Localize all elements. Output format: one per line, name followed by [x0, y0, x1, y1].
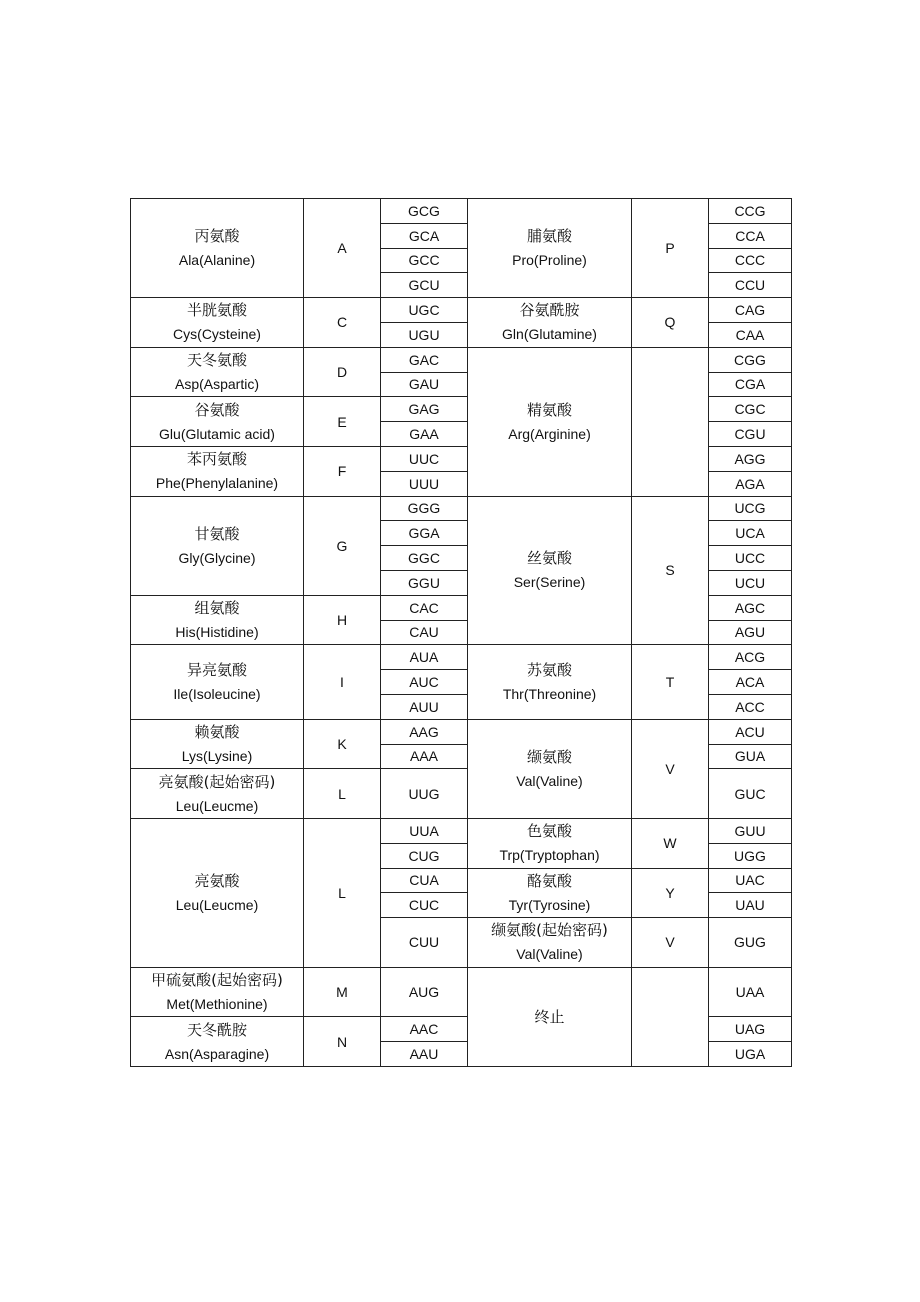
amino-acid-name: 苯丙氨酸 Phe(Phenylalanine): [131, 446, 304, 496]
codon-cell: GAG: [381, 397, 468, 422]
codon-cell: AUA: [381, 645, 468, 670]
amino-acid-letter: V: [632, 719, 709, 818]
codon-cell: AAU: [381, 1042, 468, 1067]
codon-cell: CAG: [709, 298, 792, 323]
codon-cell: CCG: [709, 199, 792, 224]
codon-cell: AAA: [381, 744, 468, 769]
amino-acid-name: 亮氨酸(起始密码) Leu(Leucme): [131, 769, 304, 819]
amino-acid-name: 半胱氨酸 Cys(Cysteine): [131, 298, 304, 348]
codon-cell: GAU: [381, 372, 468, 397]
amino-acid-name: 异亮氨酸 Ile(Isoleucine): [131, 645, 304, 719]
codon-cell: CCC: [709, 248, 792, 273]
codon-cell: CAA: [709, 322, 792, 347]
amino-acid-letter: N: [304, 1017, 381, 1067]
amino-acid-letter: Y: [632, 868, 709, 918]
codon-cell: AAG: [381, 719, 468, 744]
stop-label: 终止: [468, 967, 632, 1066]
codon-cell: GGC: [381, 546, 468, 571]
codon-cell: GAC: [381, 347, 468, 372]
amino-acid-name: 色氨酸 Trp(Tryptophan): [468, 818, 632, 868]
table-row: [131, 967, 792, 992]
codon-cell: UCG: [709, 496, 792, 521]
amino-acid-name: 精氨酸 Arg(Arginine): [468, 347, 632, 496]
codon-cell: CGG: [709, 347, 792, 372]
codon-cell: CGU: [709, 422, 792, 447]
codon-cell: GCC: [381, 248, 468, 273]
amino-acid-name: 甲硫氨酸(起始密码) Met(Methionine): [131, 967, 304, 1017]
amino-acid-letter: S: [632, 496, 709, 645]
codon-cell: UUC: [381, 446, 468, 471]
codon-cell: UGG: [709, 843, 792, 868]
amino-acid-letter: C: [304, 298, 381, 348]
codon-cell: GCA: [381, 223, 468, 248]
codon-cell: UUU: [381, 471, 468, 496]
amino-acid-letter: V: [632, 918, 709, 968]
codon-cell: GUC: [709, 769, 792, 819]
amino-acid-letter: L: [304, 769, 381, 819]
amino-acid-name: 缬氨酸(起始密码) Val(Valine): [468, 918, 632, 968]
amino-acid-letter: [632, 347, 709, 496]
codon-cell: CCA: [709, 223, 792, 248]
codon-cell: AGC: [709, 595, 792, 620]
amino-acid-name: 天冬酰胺 Asn(Asparagine): [131, 1017, 304, 1067]
amino-acid-letter: L: [304, 818, 381, 967]
amino-acid-letter: W: [632, 818, 709, 868]
amino-acid-letter: M: [304, 967, 381, 1017]
codon-cell: GCG: [381, 199, 468, 224]
amino-acid-name: 天冬氨酸 Asp(Aspartic): [131, 347, 304, 397]
codon-cell: GGA: [381, 521, 468, 546]
codon-cell: GUU: [709, 818, 792, 843]
amino-acid-name: 酪氨酸 Tyr(Tyrosine): [468, 868, 632, 918]
codon-cell: AGG: [709, 446, 792, 471]
amino-acid-letter: K: [304, 719, 381, 769]
amino-acid-name: 谷氨酸 Glu(Glutamic acid): [131, 397, 304, 447]
amino-acid-name: 丝氨酸 Ser(Serine): [468, 496, 632, 645]
amino-acid-letter: G: [304, 496, 381, 595]
codon-cell: CGC: [709, 397, 792, 422]
codon-cell: AUG: [381, 967, 468, 1017]
codon-cell: UCU: [709, 570, 792, 595]
table-row: [131, 347, 792, 372]
amino-acid-letter: D: [304, 347, 381, 397]
codon-cell: GGU: [381, 570, 468, 595]
codon-cell: UAU: [709, 893, 792, 918]
codon-cell: ACU: [709, 719, 792, 744]
codon-cell: UGU: [381, 322, 468, 347]
codon-cell: CAC: [381, 595, 468, 620]
amino-acid-name: 组氨酸 His(Histidine): [131, 595, 304, 645]
amino-acid-name: 丙氨酸 Ala(Alanine): [131, 199, 304, 298]
codon-cell: UUG: [381, 769, 468, 819]
codon-cell: GUA: [709, 744, 792, 769]
codon-cell: CAU: [381, 620, 468, 645]
amino-acid-name: 赖氨酸 Lys(Lysine): [131, 719, 304, 769]
codon-cell: GUG: [709, 918, 792, 968]
amino-acid-name: 谷氨酰胺 Gln(Glutamine): [468, 298, 632, 348]
codon-cell: UAC: [709, 868, 792, 893]
codon-cell: UCA: [709, 521, 792, 546]
codon-cell: CUA: [381, 868, 468, 893]
codon-cell: UAA: [709, 967, 792, 1017]
codon-cell: UGC: [381, 298, 468, 323]
amino-acid-letter: [632, 967, 709, 1066]
amino-acid-letter: H: [304, 595, 381, 645]
codon-cell: CCU: [709, 273, 792, 298]
amino-acid-letter: A: [304, 199, 381, 298]
amino-acid-letter: T: [632, 645, 709, 719]
codon-cell: ACC: [709, 694, 792, 719]
table-row: [131, 645, 792, 670]
codon-cell: AGU: [709, 620, 792, 645]
codon-cell: AAC: [381, 1017, 468, 1042]
codon-cell: CGA: [709, 372, 792, 397]
amino-acid-name: 亮氨酸 Leu(Leucme): [131, 818, 304, 967]
amino-acid-letter: F: [304, 446, 381, 496]
table-row: [131, 818, 792, 843]
codon-cell: AGA: [709, 471, 792, 496]
codon-cell: UCC: [709, 546, 792, 571]
codon-cell: GCU: [381, 273, 468, 298]
table-row: [131, 496, 792, 521]
codon-cell: CUG: [381, 843, 468, 868]
amino-acid-letter: Q: [632, 298, 709, 348]
amino-acid-letter: P: [632, 199, 709, 298]
codon-cell: CUU: [381, 918, 468, 968]
amino-acid-name: 脯氨酸 Pro(Proline): [468, 199, 632, 298]
codon-cell: ACA: [709, 670, 792, 695]
codon-cell: AUU: [381, 694, 468, 719]
table-row: [131, 199, 792, 224]
amino-acid-letter: E: [304, 397, 381, 447]
codon-cell: ACG: [709, 645, 792, 670]
codon-cell: GAA: [381, 422, 468, 447]
codon-cell: GGG: [381, 496, 468, 521]
table-row: [131, 719, 792, 744]
amino-acid-letter: I: [304, 645, 381, 719]
table-row: [131, 298, 792, 323]
codon-cell: AUC: [381, 670, 468, 695]
codon-cell: UGA: [709, 1042, 792, 1067]
codon-cell: UAG: [709, 1017, 792, 1042]
codon-cell: UUA: [381, 818, 468, 843]
codon-cell: CUC: [381, 893, 468, 918]
amino-acid-name: 甘氨酸 Gly(Glycine): [131, 496, 304, 595]
amino-acid-name: 苏氨酸 Thr(Threonine): [468, 645, 632, 719]
codon-table: [130, 198, 792, 1067]
amino-acid-name: 缬氨酸 Val(Valine): [468, 719, 632, 818]
